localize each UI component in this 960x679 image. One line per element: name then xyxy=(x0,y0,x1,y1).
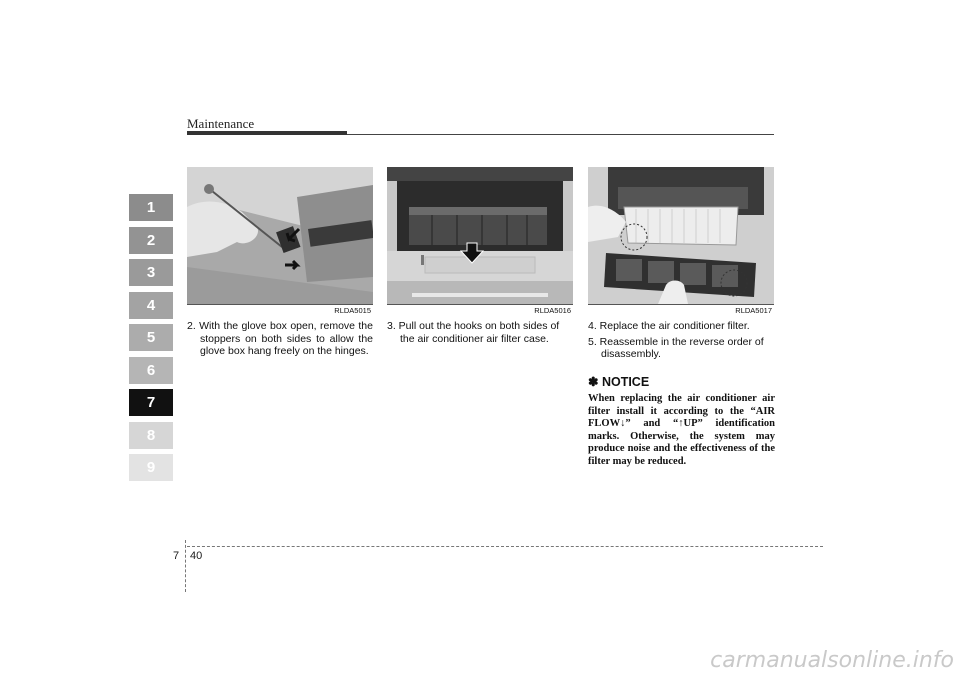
figure-caption-bar xyxy=(187,304,373,317)
chapter-tab-7[interactable]: 7 xyxy=(129,389,173,416)
photo-filter-case-hooks xyxy=(387,167,573,304)
step-2 xyxy=(187,320,373,361)
footer-chapter-number: 7 xyxy=(173,550,180,562)
footer-page-number: 40 xyxy=(190,550,203,562)
chapter-tab-2[interactable]: 2 xyxy=(129,227,173,254)
step-5-text: 5. Reassemble in the reverse order of disassembly. xyxy=(588,335,764,360)
figure-code: RLDA5017 xyxy=(735,306,772,315)
notice-body: When replacing the air conditioner air filter install it according to the “AIR FLOW↓” and “↑UP” identification marks. Otherwise, the system may produce noise and the effectiveness of the filter may be reduced. xyxy=(588,393,775,467)
chapter-tabs xyxy=(129,194,173,487)
section-title: Maintenance xyxy=(187,116,255,131)
watermark: carmanualsonline.info xyxy=(710,648,954,673)
chapter-tab-4[interactable]: 4 xyxy=(129,292,173,319)
photo-filter-replacement xyxy=(588,167,774,304)
figure-caption-bar xyxy=(387,304,573,317)
footer-divider xyxy=(185,540,186,592)
step-3 xyxy=(387,320,575,348)
step-3-text: 3. Pull out the hooks on both sides of the air conditioner air filter case. xyxy=(387,320,560,345)
header-rule-accent xyxy=(187,131,347,135)
chapter-tab-3[interactable]: 3 xyxy=(129,259,173,286)
figure-code: RLDA5015 xyxy=(334,306,371,315)
photo-glove-box-stopper xyxy=(187,167,373,304)
chapter-tab-6[interactable]: 6 xyxy=(129,357,173,384)
figure-code: RLDA5016 xyxy=(534,306,571,315)
step-4-text: 4. Replace the air conditioner filter. xyxy=(588,320,750,332)
steps-4-5 xyxy=(588,320,775,364)
figure-caption-bar xyxy=(588,304,774,317)
chapter-tab-5[interactable]: 5 xyxy=(129,324,173,351)
notice-heading: ✽ NOTICE xyxy=(588,375,650,389)
step-2-text: 2. With the glove box open, remove the stoppers on both sides to allow the glove box hang freely on the hinges. xyxy=(187,320,373,357)
chapter-tab-9[interactable]: 9 xyxy=(129,454,173,481)
chapter-tab-8[interactable]: 8 xyxy=(129,422,173,449)
footer-rule xyxy=(187,546,823,547)
chapter-tab-1[interactable]: 1 xyxy=(129,194,173,221)
